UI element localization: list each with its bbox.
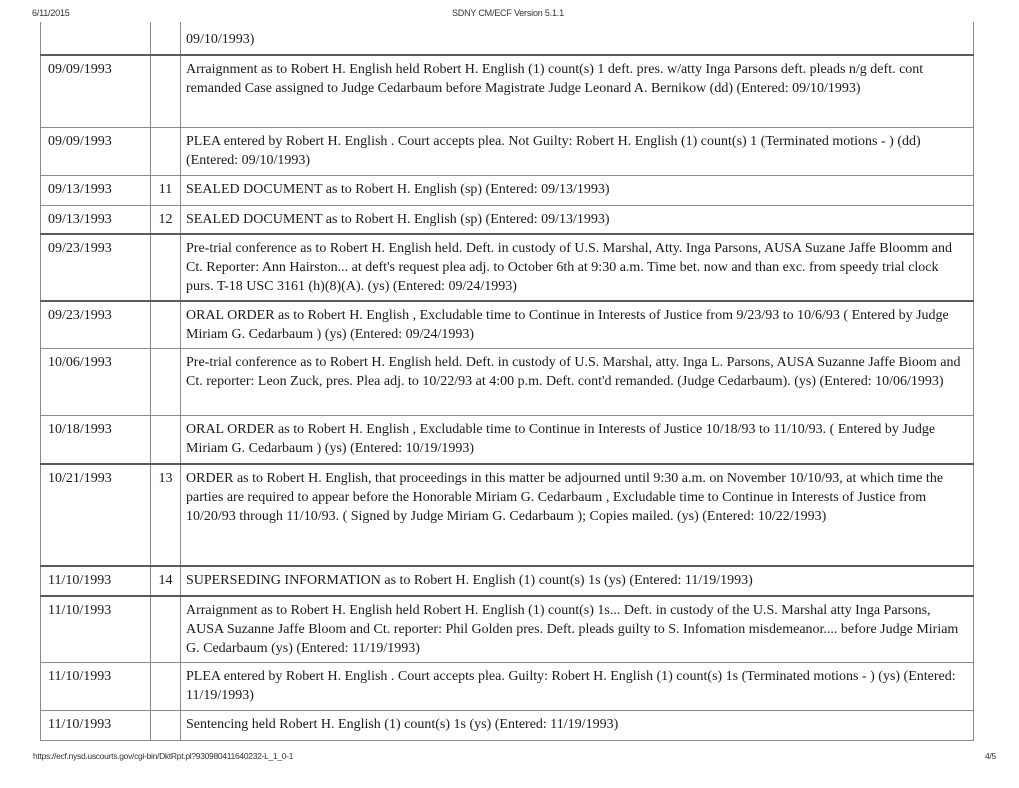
number-cell: 11 bbox=[151, 175, 181, 205]
docket-text-cell: PLEA entered by Robert H. English . Court accepts plea. Guilty: Robert H. English (1) count(s) 1s (Terminated motions - ) (ys) (Entered: 11/19/1993) bbox=[181, 663, 974, 711]
table-row bbox=[41, 349, 974, 416]
number-cell bbox=[151, 663, 181, 711]
date-cell: 09/13/1993 bbox=[41, 175, 151, 205]
date-cell: 11/10/1993 bbox=[41, 566, 151, 596]
docket-text-cell: 09/10/1993) bbox=[181, 22, 974, 55]
table-row bbox=[41, 234, 974, 301]
number-cell bbox=[151, 22, 181, 55]
date-cell: 11/10/1993 bbox=[41, 663, 151, 711]
table-row bbox=[41, 663, 974, 711]
page-url: https://ecf.nysd.uscourts.gov/cgi-bin/DktRpt.pl?930980411640232-L_1_0-1 bbox=[33, 751, 294, 761]
page-header-title: SDNY CM/ECF Version 5.1.1 bbox=[452, 8, 564, 18]
table-row bbox=[41, 464, 974, 566]
table-row bbox=[41, 566, 974, 596]
number-cell bbox=[151, 416, 181, 464]
number-cell bbox=[151, 596, 181, 663]
table-row bbox=[41, 596, 974, 663]
docket-text-cell: ORAL ORDER as to Robert H. English , Excludable time to Continue in Interests of Justice from 9/23/93 to 10/6/93 ( Entered by Judge Miriam G. Cedarbaum ) (ys) (Entered: 09/24/1993) bbox=[181, 301, 974, 349]
table-row bbox=[41, 55, 974, 127]
number-cell bbox=[151, 711, 181, 741]
docket-text-cell: Pre-trial conference as to Robert H. English held. Deft. in custody of U.S. Marshal, Atty. Inga Parsons, AUSA Suzane Jaffe Bloomm and Ct. Reporter: Ann Hairston... at deft's request plea adj. to October 6th at 9:30 a.m. Time bet. now and than exc. from speedy trial clock purs. T-18 USC 3161 (h)(8)(A). (ys) (Entered: 09/24/1993) bbox=[181, 234, 974, 301]
date-cell: 09/09/1993 bbox=[41, 55, 151, 127]
table-row bbox=[41, 711, 974, 741]
date-cell: 09/13/1993 bbox=[41, 205, 151, 234]
number-cell bbox=[151, 234, 181, 301]
table-row bbox=[41, 127, 974, 175]
docket-text-cell: SEALED DOCUMENT as to Robert H. English (sp) (Entered: 09/13/1993) bbox=[181, 205, 974, 234]
date-cell: 10/18/1993 bbox=[41, 416, 151, 464]
date-cell: 09/23/1993 bbox=[41, 234, 151, 301]
date-cell: 09/23/1993 bbox=[41, 301, 151, 349]
docket-text-cell: SEALED DOCUMENT as to Robert H. English (sp) (Entered: 09/13/1993) bbox=[181, 175, 974, 205]
docket-text-cell: Arraignment as to Robert H. English held Robert H. English (1) count(s) 1s... Deft. in custody of the U.S. Marshal atty Inga Parsons, AUSA Suzanne Jaffe Bloom and Ct. reporter: Phil Golden pres. Deft. pleads guilty to S. Infomation misdemeanor.... before Judge Miriam G. Cedarbaum (ys) (Entered: 11/19/1993) bbox=[181, 596, 974, 663]
number-cell bbox=[151, 301, 181, 349]
date-cell bbox=[41, 22, 151, 55]
table-row-continuation bbox=[41, 22, 974, 55]
print-date: 6/11/2015 bbox=[32, 8, 70, 18]
page-number: 4/5 bbox=[985, 751, 996, 761]
date-cell: 11/10/1993 bbox=[41, 711, 151, 741]
docket-text-cell: Pre-trial conference as to Robert H. English held. Deft. in custody of U.S. Marshal, atty. Inga L. Parsons, AUSA Suzanne Jaffe Bioom and Ct. reporter: Leon Zuck, pres. Plea adj. to 10/22/93 at 4:00 p.m. Deft. cont'd remanded. (Judge Cedarbaum). (ys) (Entered: 10/06/1993) bbox=[181, 349, 974, 416]
date-cell: 10/21/1993 bbox=[41, 464, 151, 566]
date-cell: 11/10/1993 bbox=[41, 596, 151, 663]
table-row bbox=[41, 175, 974, 205]
table-row bbox=[41, 205, 974, 234]
date-cell: 10/06/1993 bbox=[41, 349, 151, 416]
docket-table bbox=[40, 22, 974, 741]
docket-text-cell: Sentencing held Robert H. English (1) count(s) 1s (ys) (Entered: 11/19/1993) bbox=[181, 711, 974, 741]
docket-text-cell: PLEA entered by Robert H. English . Court accepts plea. Not Guilty: Robert H. English (1) count(s) 1 (Terminated motions - ) (dd) (Entered: 09/10/1993) bbox=[181, 127, 974, 175]
table-row bbox=[41, 416, 974, 464]
table-row bbox=[41, 301, 974, 349]
number-cell: 13 bbox=[151, 464, 181, 566]
number-cell bbox=[151, 55, 181, 127]
docket-text-cell: SUPERSEDING INFORMATION as to Robert H. English (1) count(s) 1s (ys) (Entered: 11/19/1993) bbox=[181, 566, 974, 596]
number-cell: 12 bbox=[151, 205, 181, 234]
docket-text-cell: Arraignment as to Robert H. English held Robert H. English (1) count(s) 1 deft. pres. w/atty Inga Parsons deft. pleads n/g deft. cont remanded Case assigned to Judge Cedarbaum before Magistrate Judge Leonard A. Bernikow (dd) (Entered: 09/10/1993) bbox=[181, 55, 974, 127]
number-cell: 14 bbox=[151, 566, 181, 596]
date-cell: 09/09/1993 bbox=[41, 127, 151, 175]
number-cell bbox=[151, 349, 181, 416]
number-cell bbox=[151, 127, 181, 175]
docket-text-cell: ORDER as to Robert H. English, that proceedings in this matter be adjourned until 9:30 a.m. on November 10/10/93, at which time the parties are required to appear before the Honorable Miriam G. Cedarbaum , Excludable time to Continue in Interests of Justice from 10/20/93 through 11/10/93. ( Signed by Judge Miriam G. Cedarbaum ); Copies mailed. (ys) (Entered: 10/22/1993) bbox=[181, 464, 974, 566]
docket-text-cell: ORAL ORDER as to Robert H. English , Excludable time to Continue in Interests of Justice 10/18/93 to 11/10/93. ( Entered by Judge Miriam G. Cedarbaum ) (ys) (Entered: 10/19/1993) bbox=[181, 416, 974, 464]
